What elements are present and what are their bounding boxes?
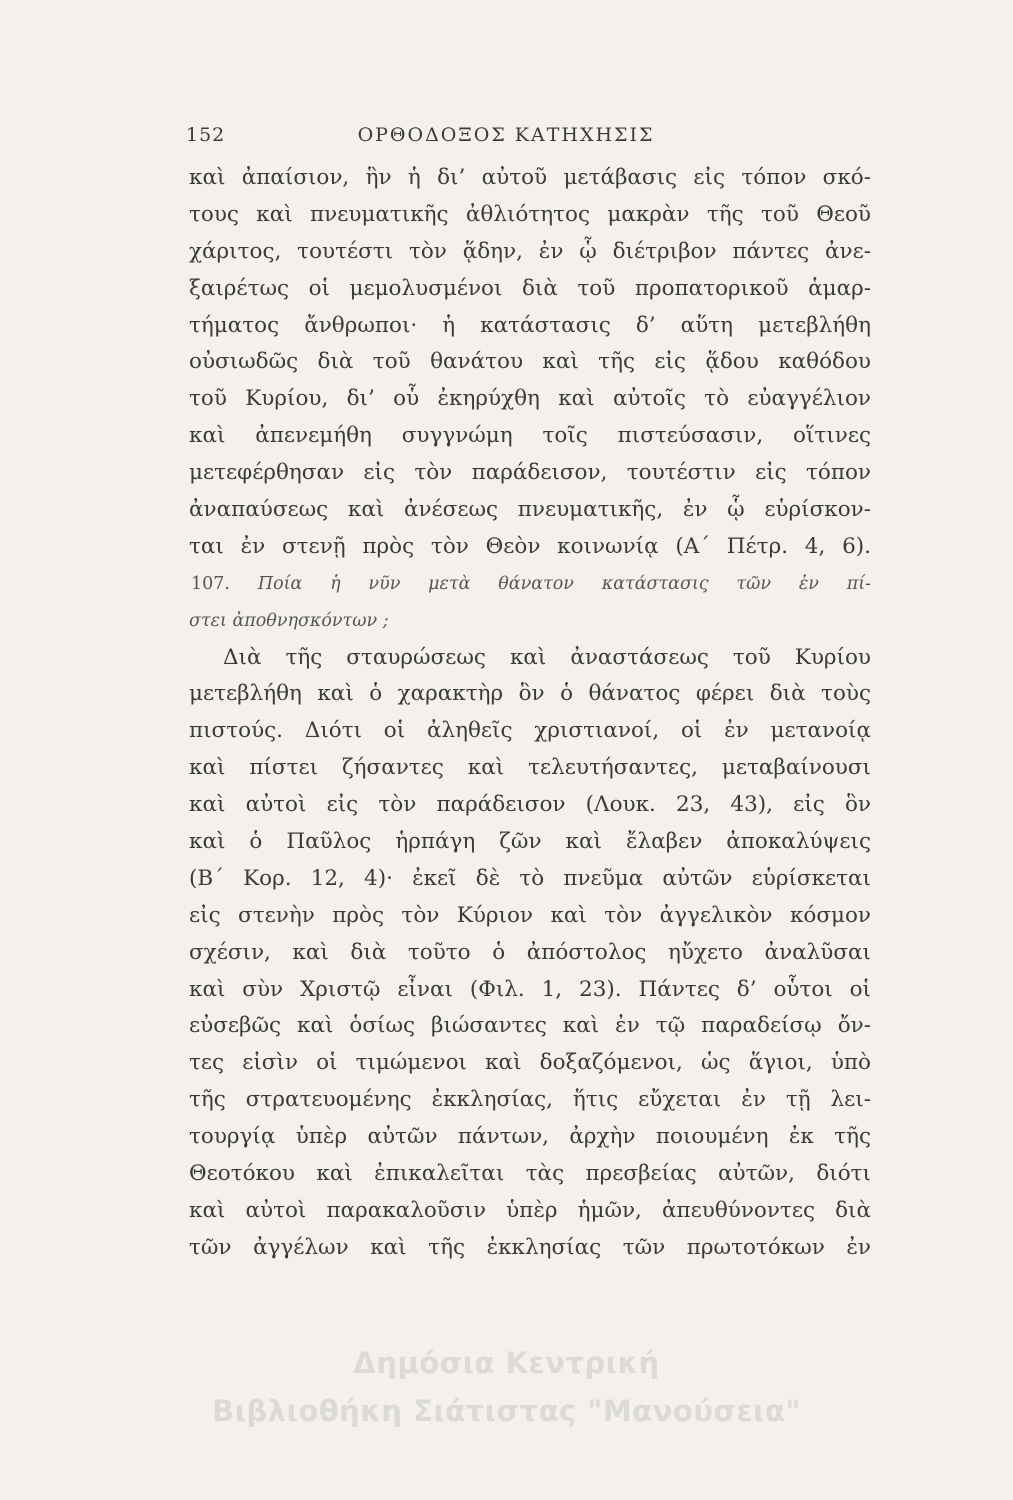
question-line [189,566,871,603]
question-line: στει ἀποθνησκόντων ; [189,610,389,631]
text-line: καὶ αὐτοὶ εἰς τὸν παράδεισον (Λουκ. 23, 43), εἰς ὃν [189,792,871,818]
text-line: καὶ ἀπενεμήθη συγγνώμη τοῖς πιστεύσασιν, οἵτινες [189,423,871,449]
text-line: τῆς στρατευομένης ἐκκλησίας, ἥτις εὔχεται ἐν τῇ λει- [189,1087,871,1113]
text-line: ξαιρέτως οἱ μεμολυσμένοι διὰ τοῦ προπατορικοῦ ἁμαρ- [189,275,871,301]
library-watermark-line-2: Βιβλιοθήκη Σιάτιστας "Μανούσεια" [211,1394,801,1428]
body-text [189,160,871,1267]
text-line: ἀναπαύσεως καὶ ἀνέσεως πνευματικῆς, ἐν ᾧ εὑρίσκον- [189,497,871,523]
text-line: ται ἐν στενῇ πρὸς τὸν Θεὸν κοινωνίᾳ (Α΄ Πέτρ. 4, 6). [189,533,871,559]
text-line: καὶ σὺν Χριστῷ εἶναι (Φιλ. 1, 23). Πάντες δ’ οὗτοι οἱ [189,976,871,1002]
text-line: τους καὶ πνευματικῆς ἀθλιότητος μακρὰν τῆς τοῦ Θεοῦ [189,201,871,227]
text-line: τῶν ἀγγέλων καὶ τῆς ἐκκλησίας τῶν πρωτοτόκων ἐν [189,1234,871,1260]
text-line: καὶ πίστει ζήσαντες καὶ τελευτήσαντες, μεταβαίνουσι [189,755,871,781]
question-text: Ποία ἡ νῦν μετὰ θάνατον κατάστασις τῶν ἐν πί- [257,573,871,594]
text-line: τες εἰσὶν οἱ τιμώμενοι καὶ δοξαζόμενοι, ὡς ἅγιοι, ὑπὸ [189,1050,871,1076]
page-number: 152 [186,124,226,146]
text-line: τουργίᾳ ὑπὲρ αὐτῶν πάντων, ἀρχὴν ποιουμένη ἐκ τῆς [189,1124,871,1150]
question-107 [189,566,871,640]
text-line: μετεφέρθησαν εἰς τὸν παράδεισον, τουτέστιν εἰς τόπον [189,460,871,486]
text-line: οὐσιωδῶς διὰ τοῦ θανάτου καὶ τῆς εἰς ᾅδου καθόδου [189,349,871,375]
text-line: εἰς στενὴν πρὸς τὸν Κύριον καὶ τὸν ἀγγελικὸν κόσμον [189,902,871,928]
text-line: εὐσεβῶς καὶ ὁσίως βιώσαντες καὶ ἐν τῷ παραδείσῳ ὄν- [189,1013,871,1039]
running-title: ΟΡΘΟΔΟΞΟΣ ΚΑΤΗΧΗΣΙΣ [357,124,655,146]
text-line: μετεβλήθη καὶ ὁ χαρακτὴρ ὃν ὁ θάνατος φέρει διὰ τοὺς [189,681,871,707]
library-watermark-line-1: Δημόσια Κεντρική [353,1346,660,1380]
question-number: 107. [191,573,230,594]
text-line: σχέσιν, καὶ διὰ τοῦτο ὁ ἀπόστολος ηὔχετο ἀναλῦσαι [189,939,871,965]
paragraph-1 [189,160,871,566]
text-line: Θεοτόκου καὶ ἐπικαλεῖται τὰς πρεσβείας αὐτῶν, διότι [189,1161,871,1187]
text-line: χάριτος, τουτέστι τὸν ᾅδην, ἐν ᾧ διέτριβον πάντες ἀνε- [189,238,871,264]
paragraph-2 [189,640,871,1267]
text-line: Διὰ τῆς σταυρώσεως καὶ ἀναστάσεως τοῦ Κυρίου [223,644,871,670]
text-line: τήματος ἄνθρωποι· ἡ κατάστασις δ’ αὕτη μετεβλήθη [189,312,871,338]
text-line: καὶ ἀπαίσιον, ἣν ἡ δι’ αὐτοῦ μετάβασις εἰς τόπον σκό- [189,165,871,190]
text-line: καὶ αὐτοὶ παρακαλοῦσιν ὑπὲρ ἡμῶν, ἀπευθύνοντες διὰ [189,1197,871,1223]
text-line: πιστούς. Διότι οἱ ἀληθεῖς χριστιανοί, οἱ ἐν μετανοίᾳ [189,718,871,744]
text-line: καὶ ὁ Παῦλος ἡρπάγη ζῶν καὶ ἔλαβεν ἀποκαλύψεις [189,829,871,855]
text-line: (Β΄ Κορ. 12, 4)· ἐκεῖ δὲ τὸ πνεῦμα αὐτῶν εὑρίσκεται [189,865,871,891]
page-header [186,124,826,154]
text-line: τοῦ Κυρίου, δι’ οὗ ἐκηρύχθη καὶ αὐτοῖς τὸ εὐαγγέλιον [189,386,871,412]
